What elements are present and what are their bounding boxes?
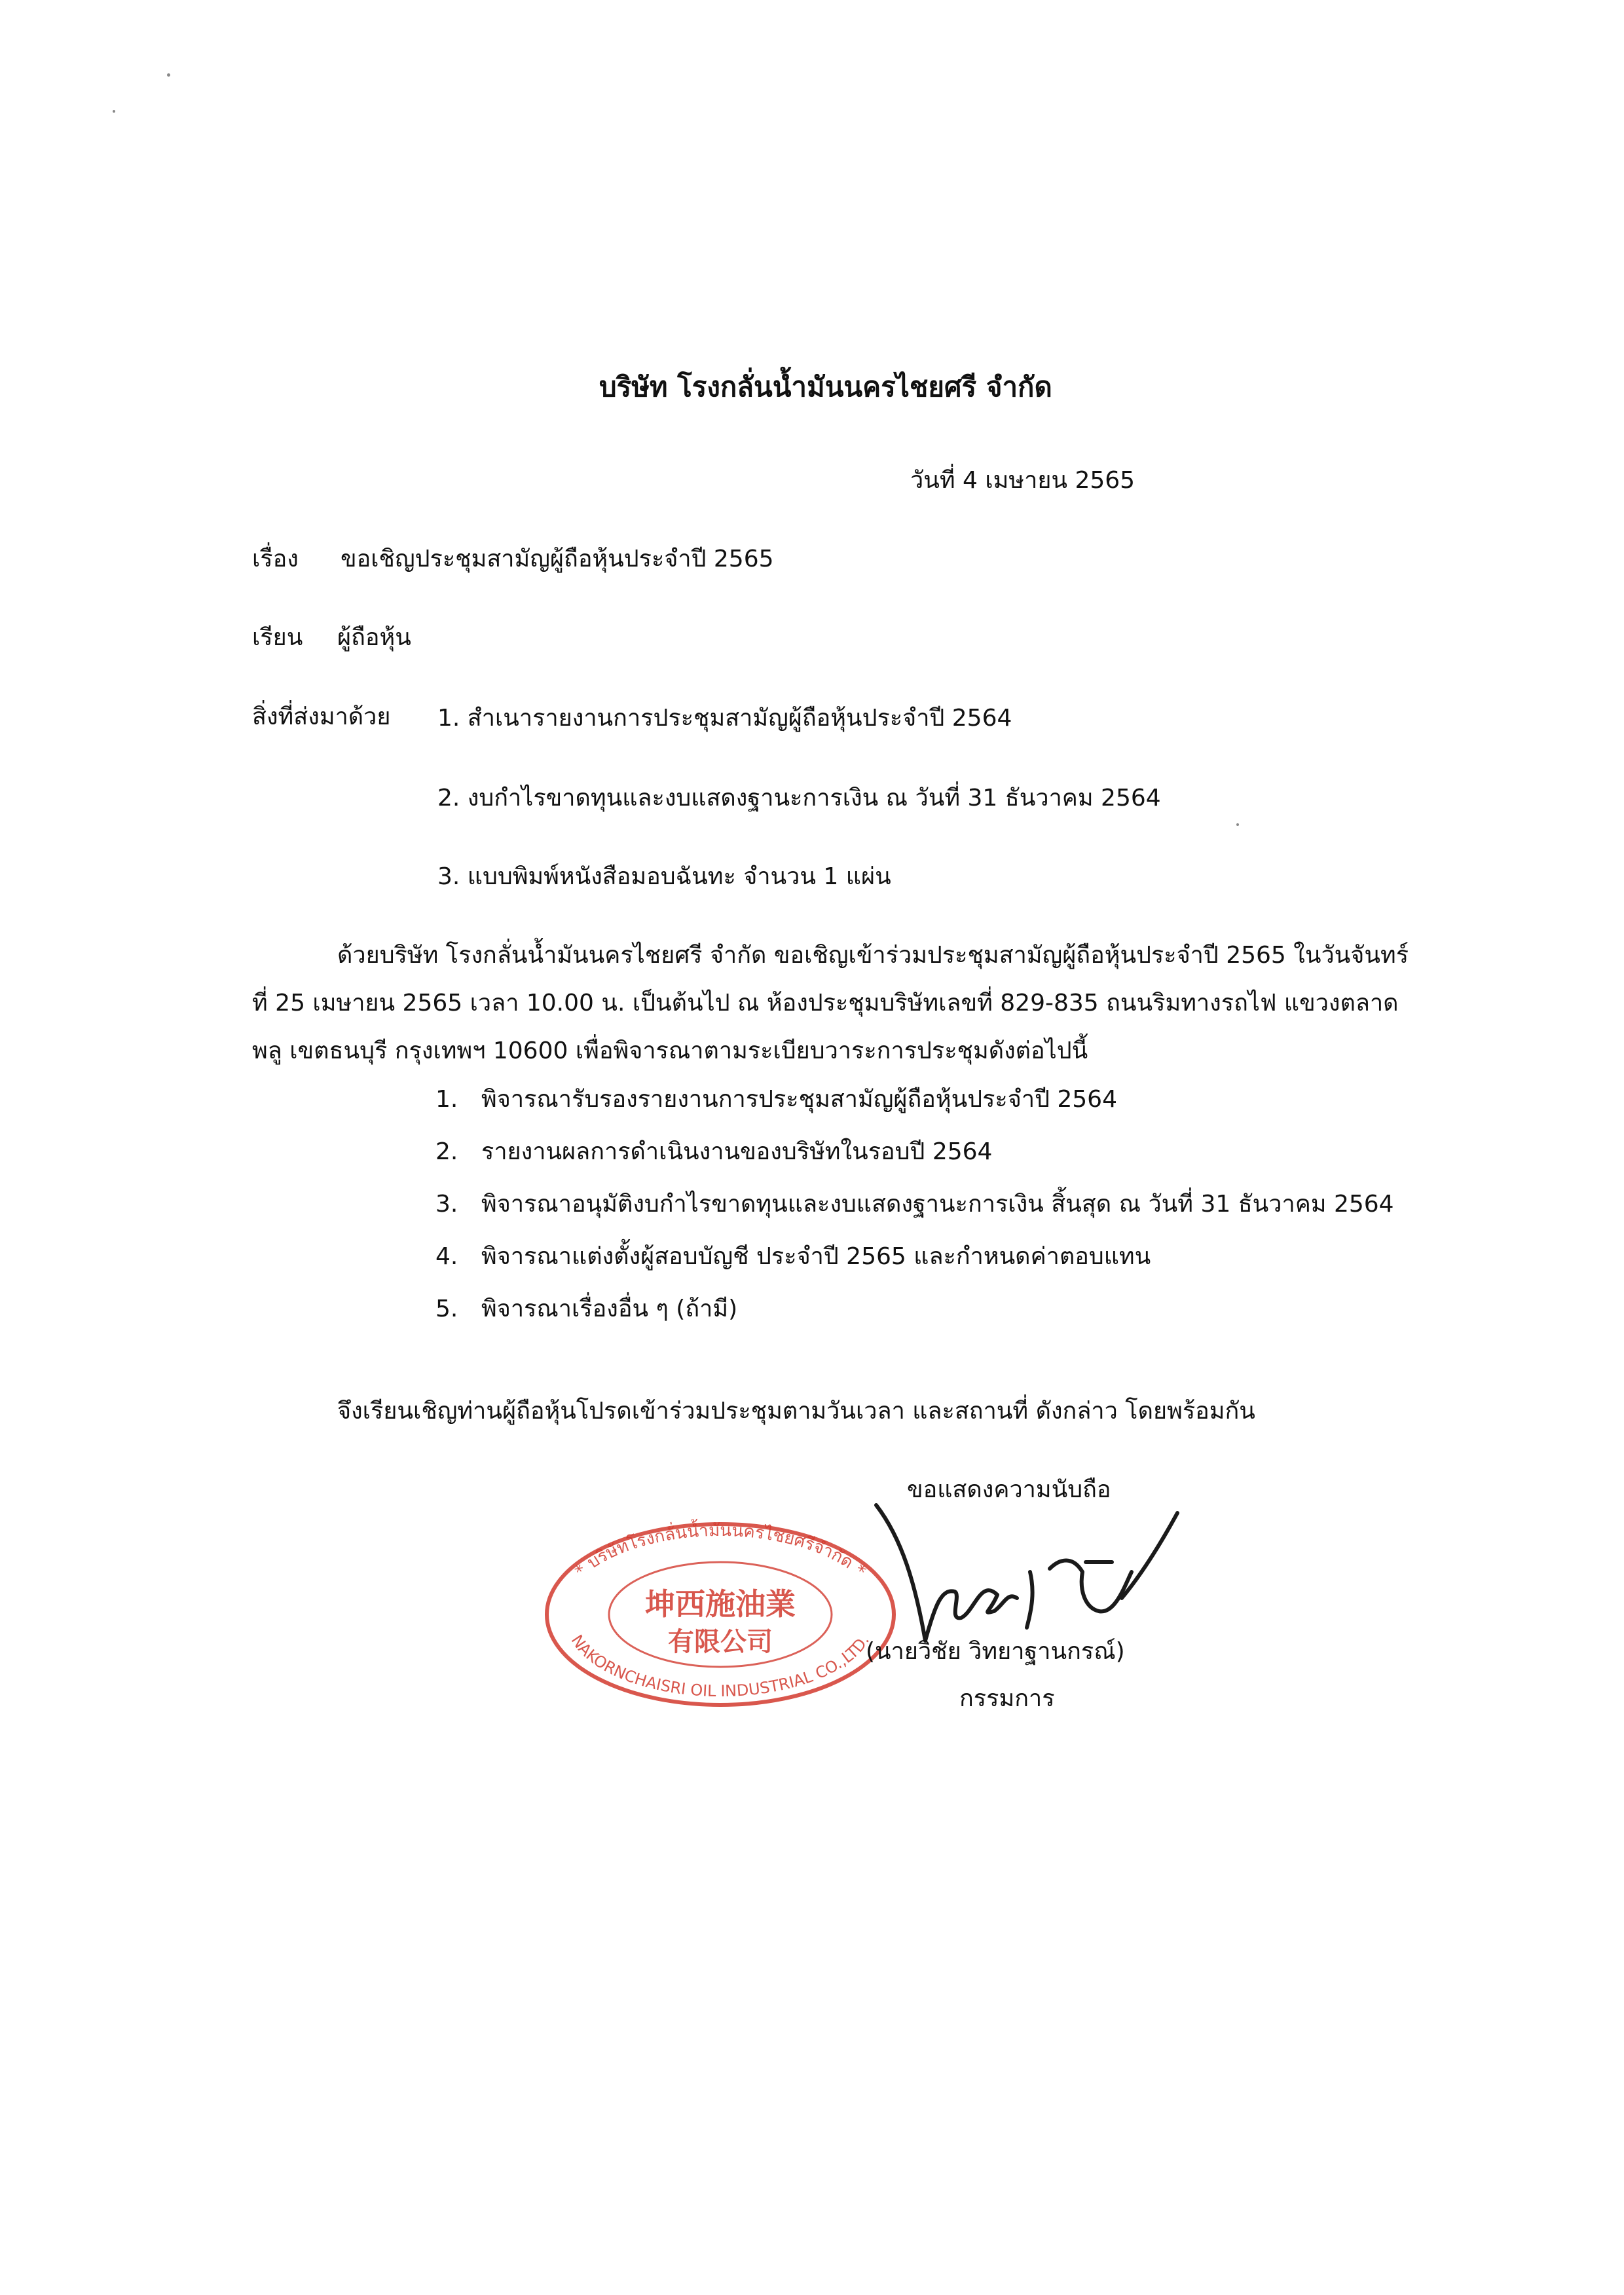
agenda-item: พิจารณารับรองรายงานการประชุมสามัญผู้ถือหุ้นประจำปี 2564 (481, 1086, 1117, 1113)
subject-label: เรื่อง (252, 546, 299, 572)
scan-speck (1236, 823, 1239, 826)
enclosure-item: 2. งบกำไรขาดทุนและงบแสดงฐานะการเงิน ณ วันที่ 31 ธันวาคม 2564 (437, 785, 1161, 812)
agenda-item: พิจารณาแต่งตั้งผู้สอบบัญชี ประจำปี 2565 และกำหนดค่าตอบแทน (481, 1243, 1151, 1270)
scan-speck (167, 73, 170, 77)
body-line: พลู เขตธนบุรี กรุงเทพฯ 10600 เพื่อพิจารณาตามระเบียบวาระการประชุมดังต่อไปนี้ (252, 1037, 1088, 1064)
agenda-number: 4. (435, 1243, 458, 1270)
recipient-text: ผู้ถือหุ้น (337, 624, 411, 651)
body-line: ด้วยบริษัท โรงกลั่นน้ำมันนครไชยศรี จำกัด ขอเชิญเข้าร่วมประชุมสามัญผู้ถือหุ้นประจำปี 2565 ในวันจันทร์ (337, 942, 1409, 969)
enclosures-label: สิ่งที่ส่งมาด้วย (252, 703, 391, 730)
signatory-name: (นายวิชัย วิทยาฐานกรณ์) (866, 1638, 1125, 1665)
enclosure-item: 1. สำเนารายงานการประชุมสามัญผู้ถือหุ้นประจำปี 2564 (437, 705, 1012, 732)
recipient-label: เรียน (252, 624, 303, 651)
enclosure-item: 3. แบบพิมพ์หนังสือมอบฉันทะ จำนวน 1 แผ่น (437, 863, 891, 890)
company-name: บริษัท โรงกลั่นน้ำมันนครไชยศรี จำกัด (599, 371, 1052, 403)
agenda-number: 5. (435, 1296, 458, 1322)
letter-date: วันที่ 4 เมษายน 2565 (910, 467, 1135, 494)
agenda-item: รายงานผลการดำเนินงานของบริษัทในรอบปี 2564 (481, 1138, 993, 1165)
agenda-number: 3. (435, 1191, 458, 1218)
agenda-number: 2. (435, 1138, 458, 1165)
signatory-position: กรรมการ (959, 1685, 1055, 1712)
body-line: ที่ 25 เมษายน 2565 เวลา 10.00 น. เป็นต้นไป ณ ห้องประชุมบริษัทเลขที่ 829-835 ถนนริมทางรถไฟ แขวงตลาด (252, 990, 1399, 1017)
svg-text:有限公司: 有限公司 (668, 1627, 773, 1657)
closing-sentence: จึงเรียนเชิญท่านผู้ถือหุ้นโปรดเข้าร่วมประชุมตามวันเวลา และสถานที่ ดังกล่าว โดยพร้อมกัน (337, 1398, 1255, 1425)
scan-speck (113, 110, 115, 113)
svg-text:NAKORNCHAISRI OIL INDUSTRIAL C: NAKORNCHAISRI OIL INDUSTRIAL CO.,LTD. (567, 1631, 874, 1700)
agenda-item: พิจารณาเรื่องอื่น ๆ (ถ้ามี) (481, 1296, 738, 1322)
svg-text:坤西施油業: 坤西施油業 (645, 1586, 796, 1622)
subject-text: ขอเชิญประชุมสามัญผู้ถือหุ้นประจำปี 2565 (341, 546, 774, 572)
agenda-item: พิจารณาอนุมัติงบกำไรขาดทุนและงบแสดงฐานะการเงิน สิ้นสุด ณ วันที่ 31 ธันวาคม 2564 (481, 1191, 1394, 1218)
svg-text:* บริษัทโรงกลั่นน้ำมันนครไชยศร: * บริษัทโรงกลั่นน้ำมันนครไชยศรีจำกัด * (571, 1520, 870, 1582)
company-stamp (537, 1516, 904, 1715)
agenda-number: 1. (435, 1086, 458, 1113)
regards: ขอแสดงความนับถือ (907, 1476, 1111, 1503)
